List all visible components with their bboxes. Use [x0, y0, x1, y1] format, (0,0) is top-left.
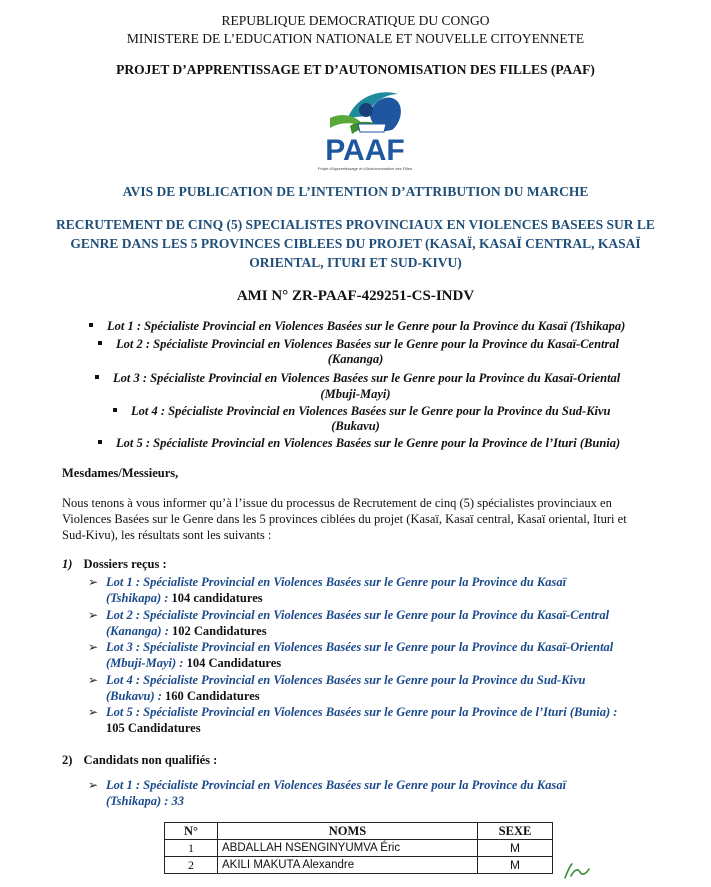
lot-item-3-text: Lot 3 : Spécialiste Provincial en Violences Basées sur le Genre pour la Province du Kasaï-Oriental: [113, 371, 621, 385]
arrow-bullet-icon: ➢: [88, 575, 99, 589]
lot-item-2: [98, 337, 698, 353]
cell-name: ABDALLAH NSENGINYUMVA Éric: [218, 840, 478, 857]
bullet-icon: [89, 323, 93, 327]
cell-name: AKILI MAKUTA Alexandre: [218, 857, 478, 874]
column-header-number: N°: [165, 823, 218, 840]
section-1-number: 1): [62, 557, 73, 571]
arrow-bullet-icon: ➢: [88, 640, 99, 654]
received-item-1-line1: Lot 1 : Spécialiste Provincial en Violences Basées sur le Genre pour la Province du Kasaï: [106, 575, 567, 589]
arrow-bullet-icon: ➢: [88, 673, 99, 687]
arrow-bullet-icon: ➢: [88, 778, 99, 792]
received-item-4-line1: Lot 4 : Spécialiste Provincial en Violences Basées sur le Genre pour la Province du Sud-Kivu: [106, 673, 586, 687]
table-header-row: [165, 823, 553, 840]
received-item-5: [106, 705, 706, 736]
lot-item-3-line2: (Mbuji-Mayi): [320, 387, 391, 401]
column-header-names: NOMS: [218, 823, 478, 840]
received-item-3-count: 104 Candidatures: [186, 655, 282, 670]
intro-line-2: Violences Basées sur le Genre dans les 5 provinces ciblées du projet (Kasaï, Kasaï central, Kasaï oriental, Ituri et: [62, 512, 627, 526]
intro-line-3: Sud-Kivu), les résultats sont les suivants :: [62, 528, 272, 542]
salutation: Mesdames/Messieurs,: [62, 466, 179, 480]
received-item-1: [106, 575, 706, 606]
received-item-1-line2: (Tshikapa) :: [106, 590, 169, 605]
lot-item-1: [89, 319, 689, 335]
signature-mark: [562, 860, 592, 882]
section-2-number: 2): [62, 753, 73, 767]
received-item-3-line2: (Mbuji-Mayi) :: [106, 655, 184, 670]
intro-line-1: Nous tenons à vous informer qu’à l’issue du processus de Recrutement de cinq (5) spécialistes provinciaux en: [62, 496, 612, 510]
received-item-5-count: 105 Candidatures: [106, 720, 201, 735]
paaf-logo-text: PAAF: [325, 134, 405, 167]
handwritten-initials: [562, 860, 592, 882]
lot-item-4-text: Lot 4 : Spécialiste Provincial en Violences Basées sur le Genre pour la Province du Sud-Kivu: [131, 404, 611, 418]
cell-number: 2: [165, 857, 218, 874]
section-2-title: Candidats non qualifiés :: [83, 753, 218, 767]
title-recrutement-1: RECRUTEMENT DE CINQ (5) SPECIALISTES PROVINCIAUX EN VIOLENCES BASEES SUR LE: [56, 217, 655, 232]
paaf-logo-graphic: [300, 80, 430, 175]
lot-item-5: [98, 436, 708, 452]
table-row: [165, 857, 553, 874]
header-project: PROJET D’APPRENTISSAGE ET D’AUTONOMISATION DES FILLES (PAAF): [116, 62, 595, 77]
cell-number: 1: [165, 840, 218, 857]
header-republic: REPUBLIQUE DEMOCRATIQUE DU CONGO: [221, 13, 490, 28]
received-item-5-line1: Lot 5 : Spécialiste Provincial en Violences Basées sur le Genre pour la Province de l’Ituri (Bunia) :: [106, 705, 618, 719]
lot-item-2-line2: (Kananga): [327, 352, 384, 366]
lot-item-1-text: Lot 1 : Spécialiste Provincial en Violences Basées sur le Genre pour la Province du Kasaï (Tshikapa): [107, 319, 626, 333]
section-1-title: Dossiers reçus :: [83, 557, 167, 571]
section-2-heading: [62, 752, 217, 769]
received-item-3-line1: Lot 3 : Spécialiste Provincial en Violences Basées sur le Genre pour la Province du Kasaï-Oriental: [106, 640, 614, 654]
received-item-4: [106, 673, 706, 704]
bullet-icon: [98, 440, 102, 444]
title-recrutement-3: ORIENTAL, ITURI ET SUD-KIVU): [249, 255, 462, 270]
received-item-4-count: 160 Candidatures: [165, 688, 260, 703]
disqualified-item-1: [106, 778, 706, 809]
bullet-icon: [113, 408, 117, 412]
title-ami: AMI N° ZR-PAAF-429251-CS-INDV: [236, 288, 475, 304]
arrow-bullet-icon: ➢: [88, 705, 99, 719]
lot-item-4-line2: (Bukavu): [331, 419, 380, 433]
lot-item-4: [113, 404, 703, 420]
section-1-heading: [62, 556, 167, 573]
header-ministry: MINISTERE DE L’EDUCATION NATIONALE ET NOUVELLE CITOYENNETE: [126, 31, 585, 46]
bullet-icon: [98, 341, 102, 345]
column-header-sexe: SEXE: [478, 823, 553, 840]
disqualified-item-1-line1: Lot 1 : Spécialiste Provincial en Violences Basées sur le Genre pour la Province du Kasaï: [106, 778, 567, 792]
arrow-bullet-icon: ➢: [88, 608, 99, 622]
received-item-1-count: 104 candidatures: [171, 590, 263, 605]
title-recrutement-2: GENRE DANS LES 5 PROVINCES CIBLEES DU PROJET (KASAÏ, KASAÏ CENTRAL, KASAÏ: [70, 236, 641, 251]
paaf-logo-tagline: Projet d'Apprentissage et d'Autonomisation des Filles: [317, 166, 413, 171]
received-item-2: [106, 608, 706, 639]
title-avis: AVIS DE PUBLICATION DE L’INTENTION D’ATTRIBUTION DU MARCHE: [122, 184, 589, 199]
received-item-3: [106, 640, 706, 671]
cell-sexe: M: [478, 840, 553, 857]
paaf-logo: [300, 80, 430, 175]
lot-item-3: [95, 371, 705, 387]
received-item-2-line1: Lot 2 : Spécialiste Provincial en Violences Basées sur le Genre pour la Province du Kasaï-Central: [106, 608, 610, 622]
received-item-4-line2: (Bukavu) :: [106, 688, 162, 703]
bullet-icon: [95, 375, 99, 379]
candidates-table: [164, 822, 553, 874]
received-item-2-count: 102 Candidatures: [171, 623, 267, 638]
table-row: [165, 840, 553, 857]
lot-item-2-text: Lot 2 : Spécialiste Provincial en Violences Basées sur le Genre pour la Province du Kasaï-Central: [116, 337, 620, 351]
lot-item-5-text: Lot 5 : Spécialiste Provincial en Violences Basées sur le Genre pour la Province de l’Ituri (Bunia): [116, 436, 621, 450]
received-item-2-line2: (Kananga) :: [106, 623, 169, 638]
disqualified-item-1-line2: (Tshikapa) : 33: [106, 793, 185, 808]
cell-sexe: M: [478, 857, 553, 874]
